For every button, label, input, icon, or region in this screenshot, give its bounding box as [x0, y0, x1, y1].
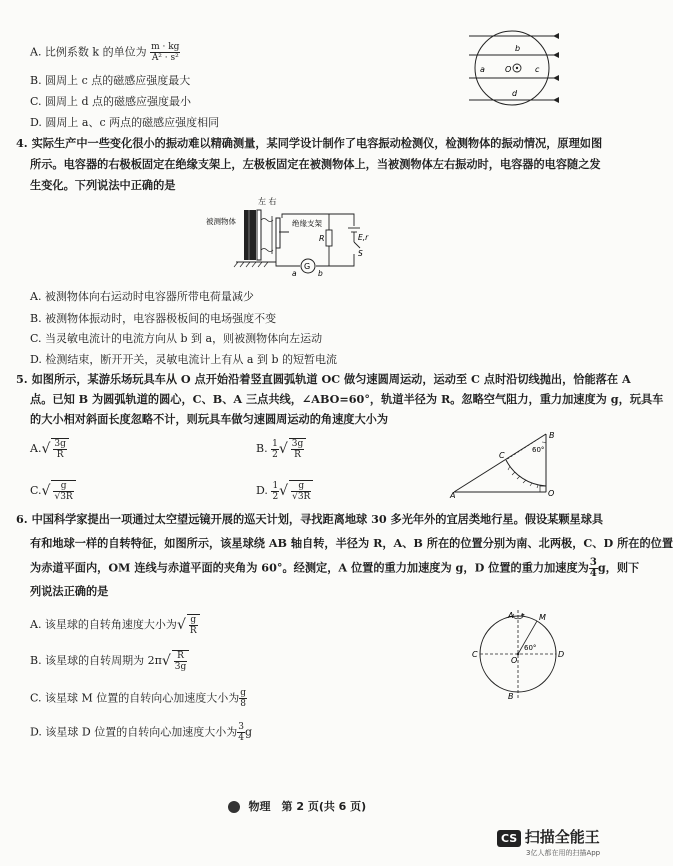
object-label: 被测物体 [206, 217, 236, 226]
q5-stem-line3: 的大小相对斜面长度忽略不计，则玩具车做匀速圆周运动的角速度大小为 [30, 412, 389, 426]
angle-60-fig3-label: 60° [532, 446, 545, 454]
angle-60-fig4-label: 60° [524, 644, 537, 652]
switch-label: S [358, 249, 363, 258]
q5-option-c: C.√ $\frac{g}{√3R}$ [30, 480, 76, 502]
q4-option-d: D. 检测结束，断开开关，灵敏电流计上有从 a 到 b 的短暂电流 [30, 353, 338, 366]
magnetic-field-figure [467, 20, 559, 108]
point-c-fig3-label: C [499, 451, 505, 460]
left-right-label: 左 右 [258, 197, 277, 206]
resistor-label: R [319, 234, 325, 243]
point-b-fig3-label: B [549, 431, 555, 440]
q6-option-c: C. 该星球 M 位置的自转向心加速度大小为 $\frac{g}{8}$ [30, 688, 247, 709]
q3-option-d: D. 圆周上 a、c 两点的磁感应强度相同 [30, 116, 220, 129]
watermark-tagline: 3亿人都在用的扫描App [526, 849, 601, 857]
q3-option-c: C. 圆周上 d 点的磁感应强度最小 [30, 95, 192, 108]
point-a-fig4-label: A [508, 611, 514, 620]
point-o-label: O [505, 65, 512, 74]
support-label: 绝缘支架 [292, 219, 322, 228]
point-c-fig4-label: C [472, 650, 478, 659]
point-b-label: b [515, 44, 521, 53]
point-a-fig3-label: A [450, 491, 456, 500]
battery-label: E,r [358, 233, 369, 242]
point-c-label: c [535, 65, 540, 74]
point-b-fig2-label: b [318, 269, 323, 278]
q3-option-b: B. 圆周上 c 点的磁感应强度最大 [30, 74, 191, 87]
q5-option-b: B. $\frac{1}{2}$ √ $\frac{3g}{R}$ [256, 438, 306, 460]
q4-stem-line3: 生变化。下列说法中正确的是 [30, 178, 176, 192]
point-d-label: d [512, 89, 518, 98]
scanner-watermark [497, 826, 600, 847]
q3-option-a: A. 比例系数 k 的单位为 $\frac{m \cdot kg}{\text{A² · s²}}$ [30, 42, 180, 63]
point-o-fig4-label: O [511, 656, 518, 665]
q6-option-b: B. 该星球的自转周期为 2π√ $\frac{R}{3g}$ [30, 650, 189, 672]
point-o-fig3-label: O [548, 489, 555, 498]
watermark-app-name: 扫描全能王 [524, 828, 600, 846]
q6-stem-line4: 列说法正确的是 [30, 584, 109, 598]
q4-option-a: A. 被测物体向右运动时电容器所带电荷量减少 [30, 290, 254, 303]
q6-option-a: A. 该星球的自转角速度大小为√ $\frac{g}{R}$ [30, 614, 200, 636]
q6-stem-line3: 为赤道平面内，OM 连线与赤道平面的夹角为 60°。经测定，A 位置的重力加速度为 g，D 位置的重力加速度为 $\frac{3}{4}$ g，则下 [30, 557, 640, 579]
page-footer [228, 798, 366, 814]
q6-option-d: D. 该星球 D 位置的自转向心加速度大小为 $\frac{3}{4}$ g [30, 722, 253, 743]
q5-stem-line1: 5. 如图所示，某游乐场玩具车从 O 点开始沿着竖直圆弧轨道 OC 做匀速圆周运动，运动至 C 点时沿切线抛出，恰能落在 A [16, 372, 631, 386]
capacitor-detector-figure [206, 196, 374, 278]
incline-track-figure [448, 428, 560, 498]
point-d-fig4-label: D [558, 650, 565, 659]
point-a-label: a [480, 65, 485, 74]
q5-option-d: D. $\frac{1}{2}$ √ $\frac{g}{√3R}$ [256, 480, 313, 502]
q4-stem-line2: 所示。电容器的右极板固定在绝缘支架上，左极板固定在被测物体上，当被测物体左右振动时，电容器的电容随之发 [30, 157, 601, 171]
q5-stem-line2: 点。已知 B 为圆弧轨道的圆心，C、B、A 三点共线，∠ABO=60°，轨道半径为 R。忽略空气阻力，重力加速度为 g，玩具车 [30, 392, 664, 406]
point-b-fig4-label: B [508, 692, 514, 701]
footer-text: 物理 第 2 页(共 6 页) [248, 800, 367, 813]
q6-stem-line2: 有和地球一样的自转特征，如图所示，该星球绕 AB 轴自转，半径为 R，A、B 所在的位置分别为南、北两极，C、D 所在的位置 [30, 536, 673, 550]
q4-stem-line1: 4. 实际生产中一些变化很小的振动难以精确测量，某同学设计制作了电容振动检测仪，检测物体的振动情况，原理如图 [16, 136, 603, 150]
point-a-fig2-label: a [292, 269, 297, 278]
planet-rotation-figure [470, 606, 570, 704]
q4-option-b: B. 被测物体振动时，电容器极板间的电场强度不变 [30, 312, 277, 325]
point-m-label: M [539, 613, 546, 622]
cs-logo-icon: CS [497, 830, 521, 847]
q5-option-a: A.√ $\frac{3g}{R}$ [30, 438, 69, 460]
q4-option-c: C. 当灵敏电流计的电流方向从 b 到 a，则被测物体向左运动 [30, 332, 323, 345]
galvanometer-label: G [304, 262, 311, 271]
publisher-logo-icon [228, 801, 240, 813]
q6-stem-line1: 6. 中国科学家提出一项通过太空望远镜开展的巡天计划，寻找距离地球 30 多光年外的宜居类地行星。假设某颗星球具 [16, 512, 604, 526]
